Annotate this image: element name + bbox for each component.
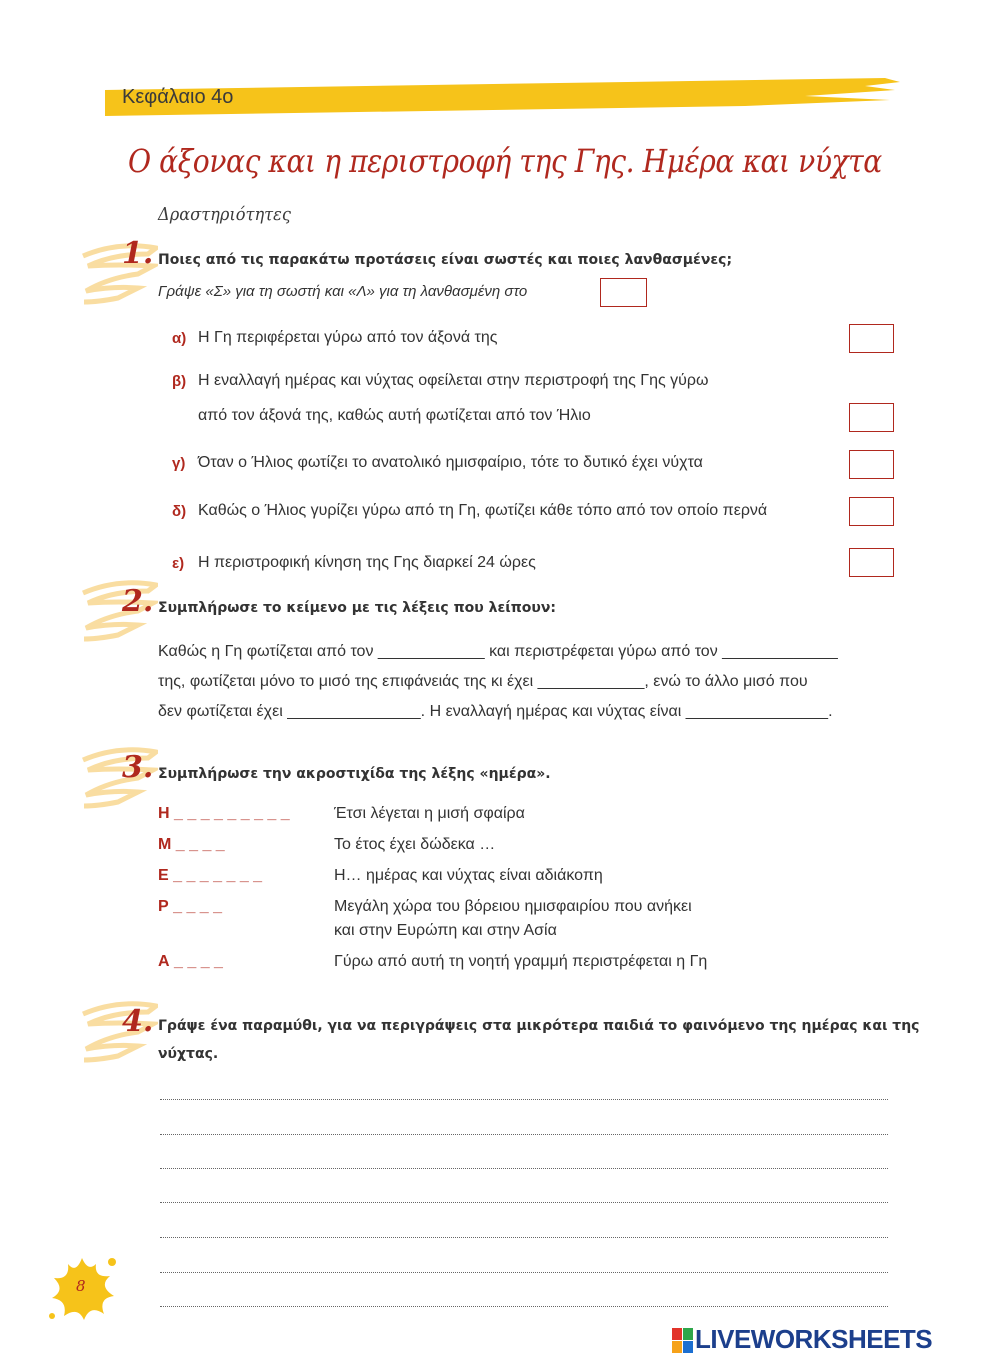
writing-line[interactable]: [160, 1202, 888, 1203]
writing-line[interactable]: [160, 1134, 888, 1135]
question-2-number: 2.: [122, 584, 154, 619]
page-title: Ο άξονας και η περιστροφή της Γης. Ημέρα και νύχτα: [128, 142, 882, 180]
item-c-letter: γ): [172, 455, 186, 472]
question-1-instruction: Γράψε «Σ» για τη σωστή και «Λ» για τη λανθασμένη στο: [158, 283, 528, 300]
brand-wordmark: LIVEWORKSHEETS: [695, 1324, 933, 1354]
item-b-text-continued: από τον άξονά της, καθώς αυτή φωτίζεται από τον Ήλιο: [198, 407, 591, 424]
question-4-number: 4.: [122, 1004, 154, 1039]
item-a-text: Η Γη περιφέρεται γύρω από τον άξονά της: [198, 329, 498, 346]
acrostic-row-3-clue: Η… ημέρας και νύχτας είναι αδιάκοπη: [334, 867, 603, 884]
acrostic-row-4-clue-continued: και στην Ευρώπη και στην Ασία: [334, 922, 557, 939]
acrostic-row-1-clue: Έτσι λέγεται η μισή σφαίρα: [334, 805, 525, 822]
question-1-number: 1.: [122, 236, 154, 271]
item-e-letter: ε): [172, 555, 185, 572]
item-e-text: Η περιστροφική κίνηση της Γης διαρκεί 24 ώρες: [198, 554, 536, 571]
fill-text-line-2[interactable]: της, φωτίζεται μόνο το μισό της επιφάνειάς της κι έχει ____________, ενώ το άλλο μισό που: [158, 673, 808, 690]
acrostic-row-1-letters[interactable]: Η _ _ _ _ _ _ _ _ _: [158, 805, 290, 822]
item-c-text: Όταν ο Ήλιος φωτίζει το ανατολικό ημισφαίριο, τότε το δυτικό έχει νύχτα: [198, 454, 703, 471]
writing-line[interactable]: [160, 1306, 888, 1307]
question-1-text: Ποιες από τις παρακάτω προτάσεις είναι σωστές και ποιες λανθασμένες;: [158, 252, 733, 268]
sample-answer-box: [600, 278, 647, 307]
section-subtitle: Δραστηριότητες: [158, 204, 291, 225]
acrostic-row-4-letters[interactable]: Ρ _ _ _ _: [158, 898, 223, 915]
item-b-text: Η εναλλαγή ημέρας και νύχτας οφείλεται στην περιστροφή της Γης γύρω: [198, 372, 709, 389]
page-number: 8: [76, 1277, 86, 1295]
writing-line[interactable]: [160, 1099, 888, 1100]
live-logo-icon: [672, 1328, 694, 1354]
answer-box-c[interactable]: [849, 450, 894, 479]
question-4-text-line-2: νύχτας.: [158, 1046, 219, 1062]
answer-box-e[interactable]: [849, 548, 894, 577]
question-3-number: 3.: [122, 750, 154, 785]
writing-line[interactable]: [160, 1168, 888, 1169]
question-4-text-line-1: Γράψε ένα παραμύθι, για να περιγράψεις στα μικρότερα παιδιά το φαινόμενο της ημέρας και της: [158, 1018, 920, 1034]
item-a-letter: α): [172, 330, 187, 347]
acrostic-row-5-letters[interactable]: Α _ _ _ _: [158, 953, 223, 970]
acrostic-row-2-letters[interactable]: Μ _ _ _ _: [158, 836, 225, 853]
item-b-letter: β): [172, 373, 187, 390]
acrostic-row-2-clue: Το έτος έχει δώδεκα …: [334, 836, 496, 853]
writing-line[interactable]: [160, 1272, 888, 1273]
answer-box-a[interactable]: [849, 324, 894, 353]
writing-line[interactable]: [160, 1237, 888, 1238]
item-d-letter: δ): [172, 503, 187, 520]
item-d-text: Καθώς ο Ήλιος γυρίζει γύρω από τη Γη, φωτίζει κάθε τόπο από τον οποίο περνά: [198, 502, 768, 519]
question-2-text: Συμπλήρωσε το κείμενο με τις λέξεις που λείπουν:: [158, 600, 557, 616]
question-3-text: Συμπλήρωσε την ακροστιχίδα της λέξης «ημέρα».: [158, 766, 551, 782]
answer-box-b[interactable]: [849, 403, 894, 432]
acrostic-row-3-letters[interactable]: Ε _ _ _ _ _ _ _: [158, 867, 263, 884]
acrostic-row-4-clue: Μεγάλη χώρα του βόρειου ημισφαιρίου που ανήκει: [334, 898, 692, 915]
fill-text-line-1[interactable]: Καθώς η Γη φωτίζεται από τον ____________ και περιστρέφεται γύρω από τον _____________: [158, 643, 838, 660]
chapter-label: Κεφάλαιο 4ο: [122, 86, 234, 108]
answer-box-d[interactable]: [849, 497, 894, 526]
acrostic-row-5-clue: Γύρω από αυτή τη νοητή γραμμή περιστρέφεται η Γη: [334, 953, 708, 970]
fill-text-line-3[interactable]: δεν φωτίζεται έχει _______________. Η εναλλαγή ημέρας και νύχτας είναι ________________.: [158, 703, 833, 720]
